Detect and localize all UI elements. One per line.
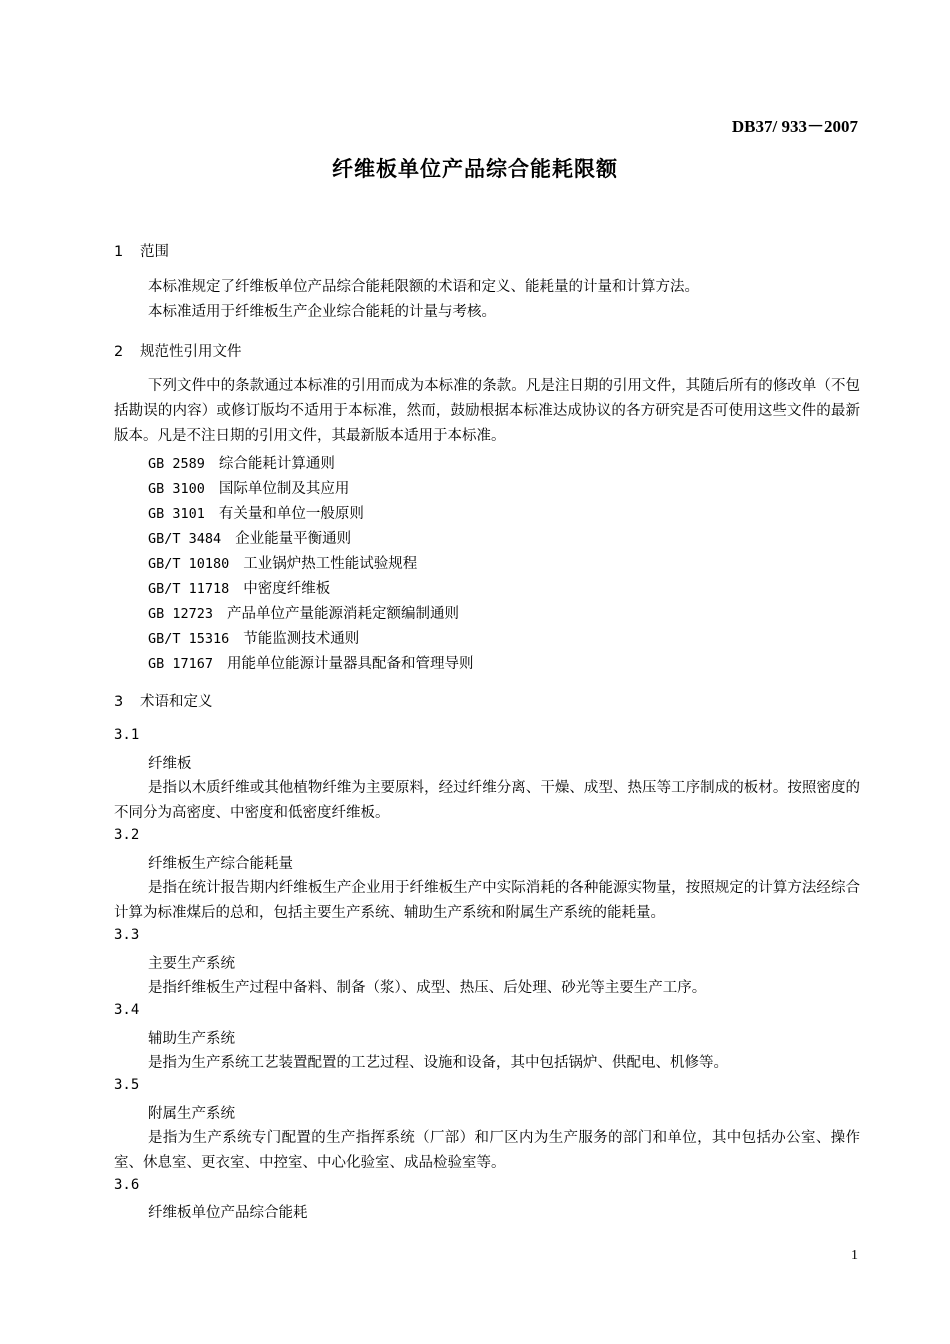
- reference-item: [148, 527, 351, 548]
- section-number: 1: [114, 244, 124, 260]
- section-title: 术语和定义: [140, 694, 213, 710]
- reference-item: [148, 577, 330, 598]
- document-title: 纤维板单位产品综合能耗限额: [332, 157, 618, 181]
- reference-item: [148, 502, 364, 523]
- standard-code: DB37/ 933－2007: [731, 117, 858, 136]
- reference-code: GB/T 11718: [148, 581, 230, 597]
- section-3-heading: [114, 690, 213, 711]
- reference-item: [148, 627, 359, 648]
- term-name: 主要生产系统: [148, 956, 235, 972]
- reference-code: GB 2589: [148, 456, 205, 472]
- reference-title: 产品单位产量能源消耗定额编制通则: [227, 606, 460, 622]
- term-number: 3.1: [114, 727, 140, 743]
- reference-item: [148, 477, 349, 498]
- term-name: 附属生产系统: [148, 1106, 235, 1122]
- term-definition: 是指在统计报告期内纤维板生产企业用于纤维板生产中实际消耗的各种能源实物量，按照规定的计算方法经综合计算为标准煤后的总和，包括主要生产系统、辅助生产系统和附属生产系统的能耗量。: [114, 880, 860, 921]
- reference-title: 节能监测技术通则: [243, 631, 360, 647]
- section-number: 3: [114, 694, 124, 710]
- term-number: 3.6: [114, 1177, 140, 1193]
- reference-code: GB 12723: [148, 606, 214, 622]
- term-name: 纤维板: [148, 756, 192, 772]
- reference-title: 综合能耗计算通则: [218, 456, 335, 472]
- term-definition: 是指为生产系统工艺装置配置的工艺过程、设施和设备，其中包括锅炉、供配电、机修等。: [148, 1055, 728, 1071]
- term-definition: 是指以木质纤维或其他植物纤维为主要原料，经过纤维分离、干燥、成型、热压等工序制成的板材。按照密度的不同分为高密度、中密度和低密度纤维板。: [114, 780, 860, 821]
- page-number: 1: [851, 1248, 858, 1263]
- reference-title: 国际单位制及其应用: [218, 481, 350, 497]
- reference-code: GB 3100: [148, 481, 205, 497]
- term-name: 辅助生产系统: [148, 1031, 235, 1047]
- reference-code: GB 17167: [148, 656, 214, 672]
- term-number: 3.2: [114, 827, 140, 843]
- reference-code: GB/T 3484: [148, 531, 222, 547]
- normative-references-intro: 下列文件中的条款通过本标准的引用而成为本标准的条款。凡是注日期的引用文件，其随后所有的修改单（不包括勘误的内容）或修订版均不适用于本标准，然而，鼓励根据本标准达成协议的各方研究是否可使用这些文件的最新版本。凡是不注日期的引用文件，其最新版本适用于本标准。: [114, 378, 860, 444]
- section-2-heading: [114, 340, 242, 361]
- term-number: 3.5: [114, 1077, 140, 1093]
- term-definition: 是指纤维板生产过程中备料、制备（浆）、成型、热压、后处理、砂光等主要生产工序。: [148, 980, 707, 996]
- reference-item: [148, 452, 335, 473]
- term-number: 3.4: [114, 1002, 140, 1018]
- scope-paragraph-2: 本标准适用于纤维板生产企业综合能耗的计量与考核。: [148, 304, 496, 320]
- term-number: 3.3: [114, 927, 140, 943]
- reference-title: 用能单位能源计量器具配备和管理导则: [227, 656, 474, 672]
- section-1-heading: [114, 240, 169, 261]
- section-number: 2: [114, 344, 124, 360]
- scope-paragraph-1: 本标准规定了纤维板单位产品综合能耗限额的术语和定义、能耗量的计量和计算方法。: [148, 279, 699, 295]
- reference-title: 中密度纤维板: [243, 581, 331, 597]
- reference-title: 工业锅炉热工性能试验规程: [243, 556, 418, 572]
- section-title: 规范性引用文件: [140, 344, 242, 360]
- reference-item: [148, 602, 459, 623]
- term-name: 纤维板生产综合能耗量: [148, 856, 293, 872]
- reference-code: GB/T 10180: [148, 556, 230, 572]
- term-name: 纤维板单位产品综合能耗: [148, 1205, 308, 1221]
- term-definition: 是指为生产系统专门配置的生产指挥系统（厂部）和厂区内为生产服务的部门和单位，其中包括办公室、操作室、休息室、更衣室、中控室、中心化验室、成品检验室等。: [114, 1130, 860, 1171]
- reference-item: [148, 552, 417, 573]
- reference-code: GB/T 15316: [148, 631, 230, 647]
- reference-item: [148, 652, 474, 673]
- section-title: 范围: [140, 244, 169, 260]
- reference-title: 企业能量平衡通则: [235, 531, 352, 547]
- reference-title: 有关量和单位一般原则: [218, 506, 364, 522]
- reference-code: GB 3101: [148, 506, 205, 522]
